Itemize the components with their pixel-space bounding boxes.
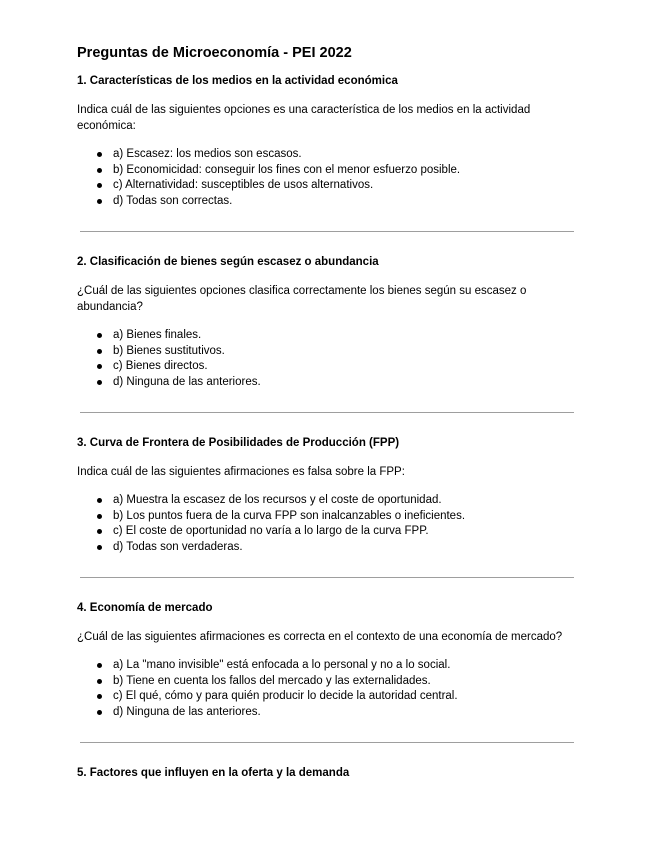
section-divider [80,412,574,413]
section-title: 2. Clasificación de bienes según escasez o abundancia [77,256,379,268]
option-item: b) Los puntos fuera de la curva FPP son inalcanzables o ineficientes. [97,509,577,525]
option-item: a) Escasez: los medios son escasos. [97,147,577,163]
option-item: c) Bienes directos. [97,359,577,375]
options-list [77,328,577,390]
question-section-3 [77,436,577,555]
option-item: a) Muestra la escasez de los recursos y el coste de oportunidad. [97,493,577,509]
question-text: Indica cuál de las siguientes afirmaciones es falsa sobre la FPP: [77,466,405,478]
section-title: 5. Factores que influyen en la oferta y la demanda [77,767,350,779]
options-list [77,147,577,209]
question-text: Indica cuál de las siguientes opciones es una característica de los medios en la actividad económica: [77,104,531,132]
option-item: d) Ninguna de las anteriores. [97,375,577,391]
question-section-1 [77,74,577,209]
question-section-5 [77,766,577,780]
option-item: a) La "mano invisible" está enfocada a lo personal y no a lo social. [97,658,577,674]
options-list [77,493,577,555]
option-item: d) Todas son verdaderas. [97,540,577,556]
option-item: d) Todas son correctas. [97,194,577,210]
option-item: b) Tiene en cuenta los fallos del mercado y las externalidades. [97,674,577,690]
option-item: b) Bienes sustitutivos. [97,344,577,360]
section-title: 1. Características de los medios en la actividad económica [77,75,398,87]
section-title: 3. Curva de Frontera de Posibilidades de Producción (FPP) [77,437,400,449]
question-text: ¿Cuál de las siguientes afirmaciones es correcta en el contexto de una economía de mercado? [77,631,563,643]
section-divider [80,231,574,232]
section-divider [80,742,574,743]
options-list [77,658,577,720]
option-item: c) El coste de oportunidad no varía a lo largo de la curva FPP. [97,524,577,540]
option-item: d) Ninguna de las anteriores. [97,705,577,721]
option-item: c) Alternatividad: susceptibles de usos alternativos. [97,178,577,194]
option-item: c) El qué, cómo y para quién producir lo decide la autoridad central. [97,689,577,705]
question-section-2 [77,255,577,390]
section-divider [80,577,574,578]
question-text: ¿Cuál de las siguientes opciones clasifica correctamente los bienes según su escasez o abundancia? [77,285,527,313]
option-item: a) Bienes finales. [97,328,577,344]
document-title: Preguntas de Microeconomía - PEI 2022 [77,45,352,61]
question-section-4 [77,601,577,720]
section-title: 4. Economía de mercado [77,602,213,614]
option-item: b) Economicidad: conseguir los fines con el menor esfuerzo posible. [97,163,577,179]
